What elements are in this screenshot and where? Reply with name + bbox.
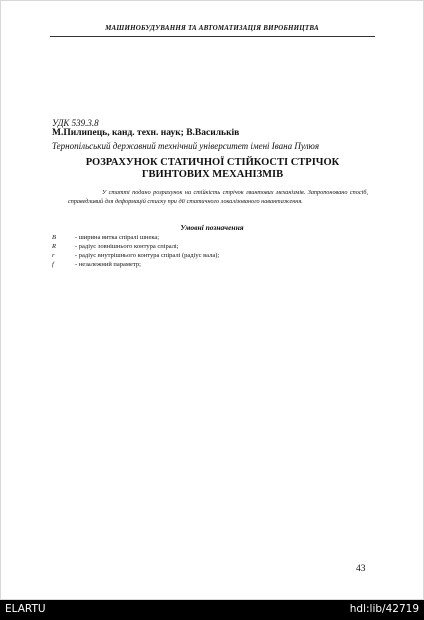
udk-code: УДК 539.3.8 (52, 118, 99, 128)
notation-row (52, 251, 372, 260)
notation-description: - незалежний параметр; (75, 261, 141, 268)
notation-symbol: R (52, 243, 56, 250)
abstract-paragraph: У статті подано розрахунок на стійкість стрічок гвинтових механізмів. Запропоновано спосіб, справедливий для деформацій стиску при дії статичного локалізованого навантаження. (68, 189, 368, 205)
running-header: МАШИНОБУДУВАННЯ ТА АВТОМАТИЗАЦІЯ ВИРОБНИЦТВА (105, 24, 319, 32)
repository-footer-bar (0, 600, 424, 620)
notation-symbol: f (52, 261, 54, 268)
affiliation-line: Тернопільський державний технічний університет імені Івана Пулюя (52, 141, 320, 151)
repository-brand[interactable]: ELARTU (5, 603, 46, 615)
notation-list (52, 233, 372, 269)
header-rule (50, 36, 375, 37)
notation-row (52, 242, 372, 251)
handle-identifier[interactable]: hdl:lib/42719 (349, 603, 419, 615)
notation-heading: Умовні позначення (180, 223, 244, 232)
notation-symbol: r (52, 252, 55, 259)
notation-description: - радіус зовнішнього контура спіралі; (75, 243, 179, 250)
notation-description: - радіус внутрішнього контура спіралі (радіус вала); (75, 252, 220, 259)
notation-description: - ширина витка спіралі шнека; (75, 234, 160, 241)
article-title: РОЗРАХУНОК СТАТИЧНОЇ СТІЙКОСТІ СТРІЧОК ГВИНТОВИХ МЕХАНІЗМІВ (85, 157, 340, 180)
page-number: 43 (356, 564, 366, 574)
notation-row (52, 260, 372, 269)
notation-symbol: B (52, 234, 56, 241)
notation-row (52, 233, 372, 242)
authors-line: М.Пилипець, канд. техн. наук; В.Васильків (52, 128, 240, 138)
